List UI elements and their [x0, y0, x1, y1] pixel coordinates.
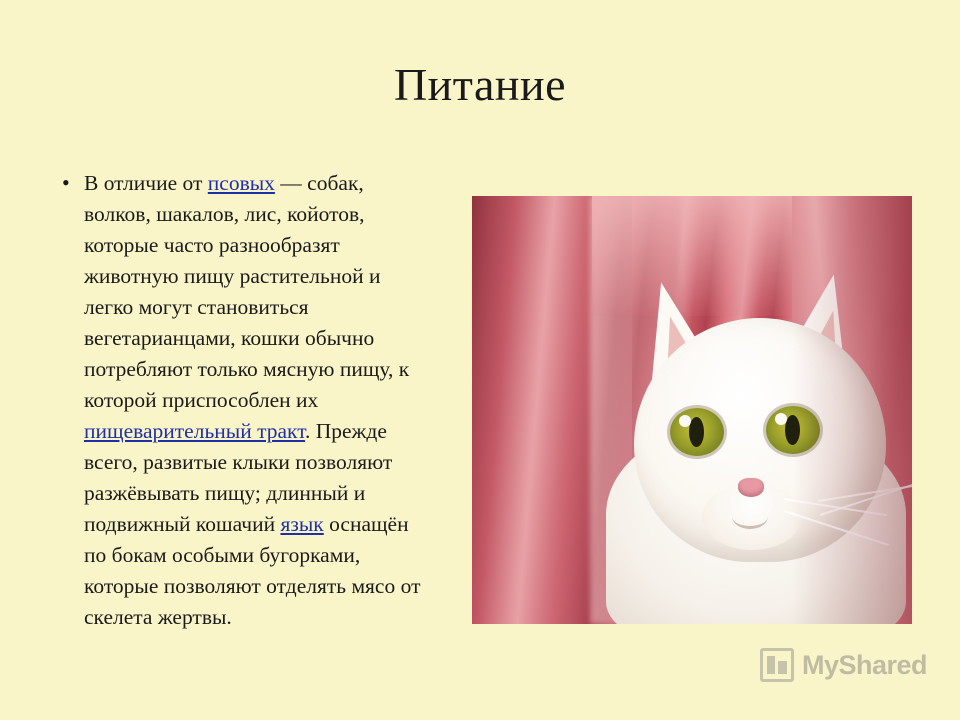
text-segment: В отличие от [84, 171, 208, 195]
cat-nose [738, 478, 764, 497]
text-segment: оснащён по бокам особыми бугорками, которые позволяют отделять мясо от скелета жертвы. [84, 512, 421, 629]
link-psovyh[interactable]: псовых [207, 171, 275, 195]
bullet-marker: • [62, 170, 70, 195]
link-pishchevaritelnyy-trakt[interactable]: пищеварительный тракт [84, 419, 305, 443]
watermark-label: MyShared [802, 649, 928, 680]
cat-eye-right [766, 406, 820, 454]
list-item [62, 168, 432, 633]
cat-mouth [732, 504, 768, 529]
cat-pupil-right [785, 415, 800, 445]
body-text-block [62, 168, 432, 633]
cat-eye-left [670, 408, 724, 456]
cat-pupil-left [689, 417, 704, 447]
link-yazyk[interactable]: язык [280, 512, 324, 536]
cat-photo [472, 196, 912, 624]
page-title: Питание [393, 59, 567, 110]
text-segment: –– собак, волков, шакалов, лис, койотов, которые часто разнообразят животную пищу растительной и легко могут становиться вегетарианцами, кошки обычно потребляют только мясную пищу, к которой приспособлен их [84, 171, 410, 412]
myshared-logo-icon [760, 648, 794, 682]
bullet-paragraph [84, 168, 432, 633]
watermark [760, 648, 927, 682]
cat-eye-glint-right [775, 413, 787, 425]
text-segment: . Прежде всего, развитые клыки позволяют разжёвывать пищу; длинный и подвижный кошачий [84, 419, 393, 536]
cat-eye-glint-left [679, 415, 691, 427]
cat-illustration [598, 222, 912, 624]
